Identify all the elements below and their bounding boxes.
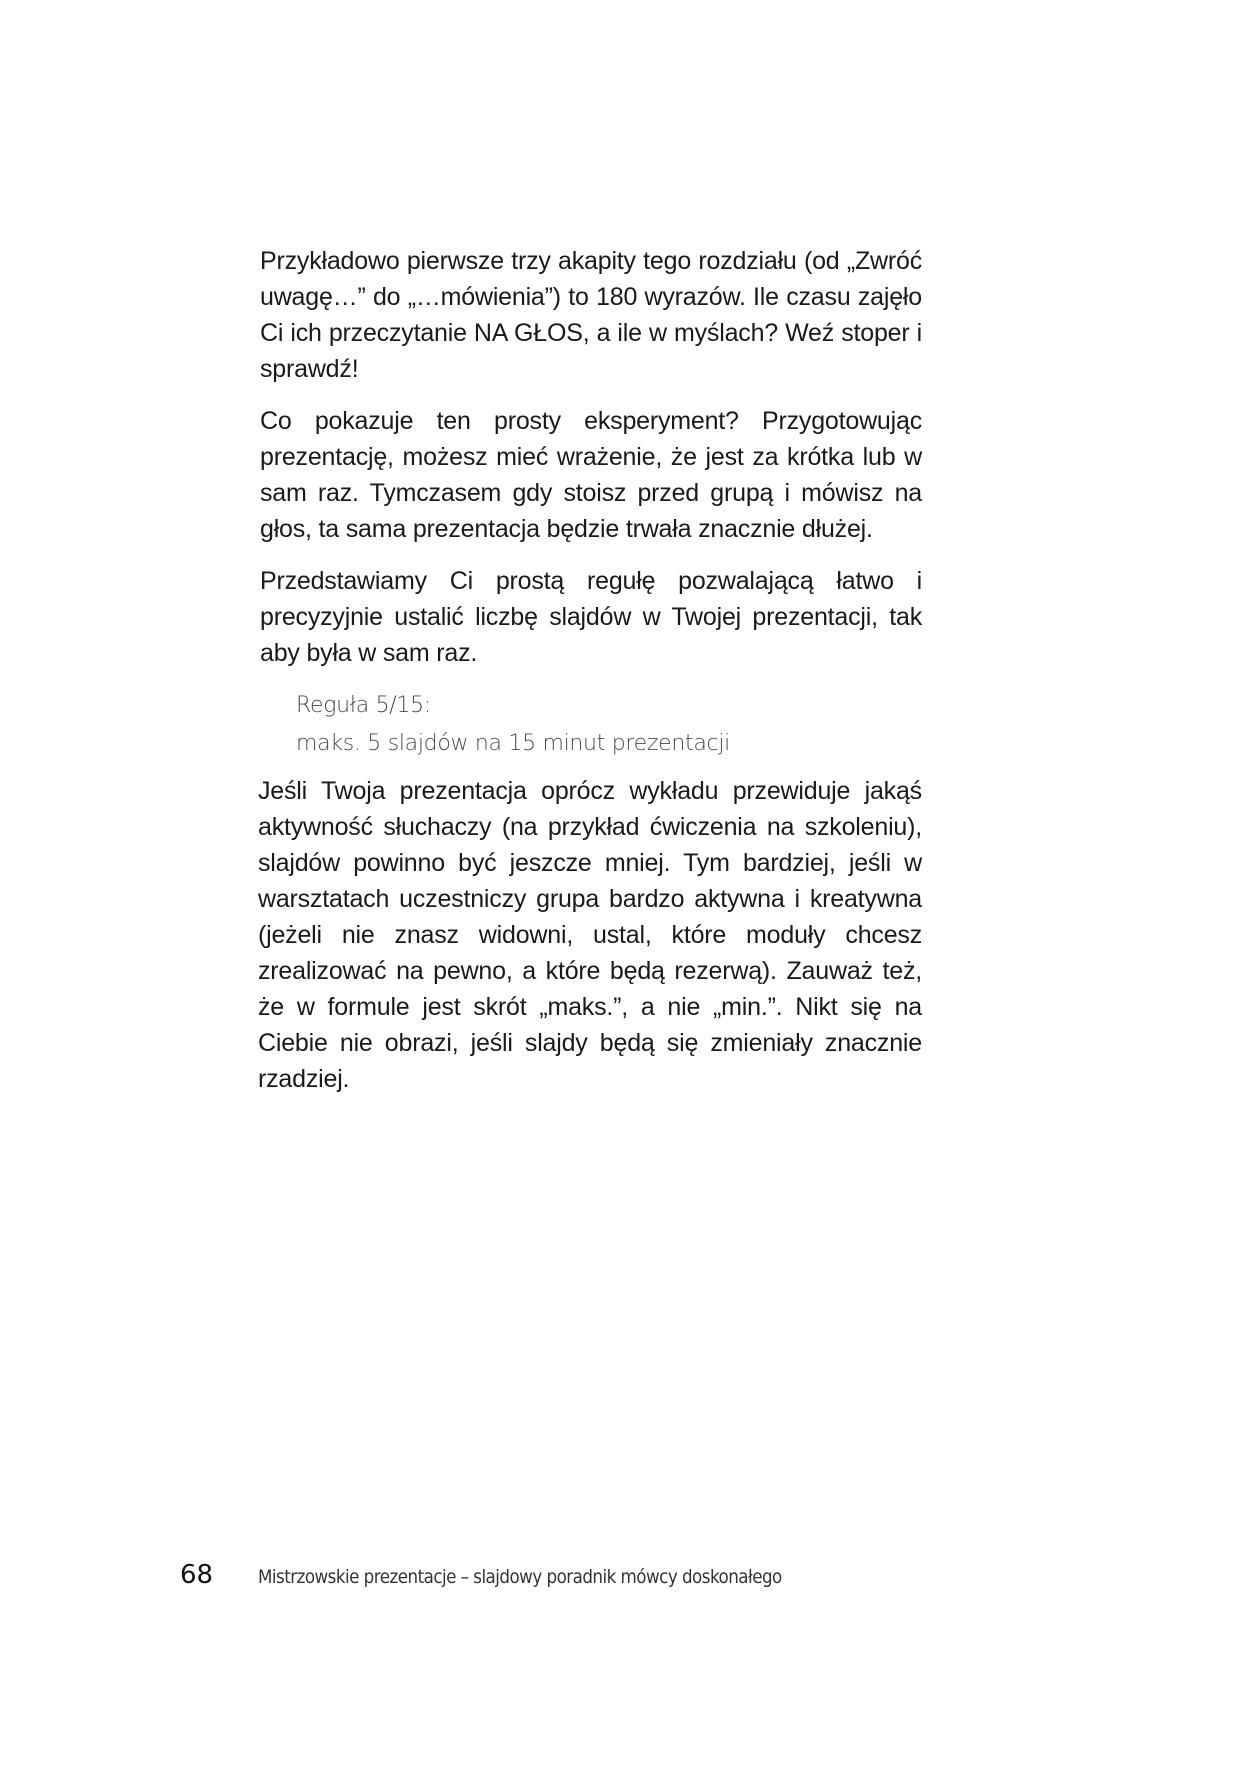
page-number: 68 xyxy=(180,1560,214,1590)
rule-title: Reguła 5/15: xyxy=(296,693,431,718)
paragraph-reading-experiment: Przykładowo pierwsze trzy akapity tego rozdziału (od „Zwróć uwagę…” do „…mówienia”) to 180 wyrazów. Ile czasu zajęło Ci ich przeczytanie NA GŁOS, a ile w myślach? Weź stoper i sprawdź! xyxy=(260,247,922,383)
running-footer-title: Mistrzowskie prezentacje – slajdowy poradnik mówcy doskonałego xyxy=(258,1566,782,1588)
rule-callout xyxy=(296,687,922,763)
paragraph-closing: Jeśli Twoja prezentacja oprócz wykładu przewiduje jakąś aktywność słuchaczy (na przykład ćwiczenia na szkoleniu), slajdów powinno być jeszcze mniej. Tym bardziej, jeśli w warsztatach uczestniczy grupa bardzo aktywna i kreatywna (jeżeli nie znasz widowni, ustal, które moduły chcesz zrealizować na pewno, a które będą rezerwą). Zauważ też, że w formule jest skrót „maks.”, a nie „min.”. Nikt się na Ciebie nie obrazi, jeśli slajdy będą się zmieniały znacznie rzadziej. xyxy=(258,777,922,1093)
rule-text: maks. 5 slajdów na 15 minut prezentacji xyxy=(296,731,730,756)
page-footer xyxy=(180,1560,853,1596)
paragraph-rule-intro: Przedstawiamy Ci prostą regułę pozwalającą łatwo i precyzyjnie ustalić liczbę slajdów w Twojej prezentacji, tak aby była w sam raz. xyxy=(260,567,922,667)
body-text xyxy=(260,243,922,1113)
paragraph-experiment-conclusion: Co pokazuje ten prosty eksperyment? Przygotowując prezentację, możesz mieć wrażenie, że jest za krótka lub w sam raz. Tymczasem gdy stoisz przed grupą i mówisz na głos, ta sama prezentacja będzie trwała znacznie dłużej. xyxy=(260,407,922,543)
